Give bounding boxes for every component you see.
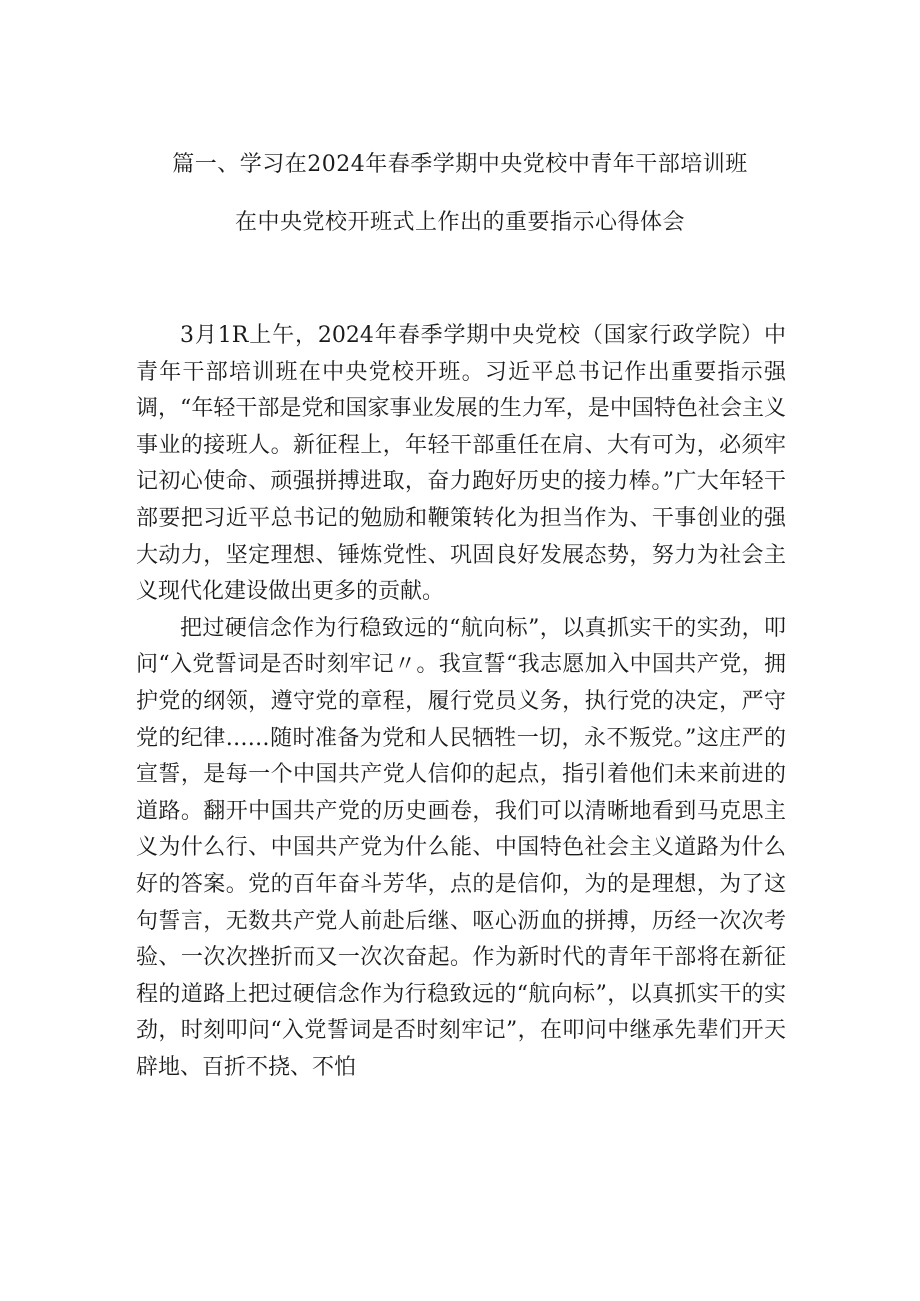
- document-title-line-1: 篇一、学习在2024年春季学期中央党校中青年干部培训班: [172, 152, 748, 177]
- document-body: [136, 318, 786, 1086]
- paragraph-1: 3月1R上午，2024年春季学期中央党校（国家行政学院）中青年干部培训班在中央党校开班。习近平总书记作出重要指示强调，“年轻干部是党和国家事业发展的生力军，是中国特色社会主义事业的接班人。新征程上，年轻干部重任在肩、大有可为，必须牢记初心使命、顽强拼搏进取，奋力跑好历史的接力棒。”广大年轻干部要把习近平总书记的勉励和鞭策转化为担当作为、干事创业的强大动力，坚定理想、锤炼党性、巩固良好发展态势，努力为社会主义现代化建设做出更多的贡献。: [136, 323, 786, 605]
- paragraph-2: 把过硬信念作为行稳致远的“航向标”，以真抓实干的实劲，叩问“入党誓词是否时刻牢记〃。我宣誓“我志愿加入中国共产党，拥护党的纲领，遵守党的章程，履行党员义务，执行党的决定，严守党的纪律……随时准备为党和人民牺牲一切，永不叛党。”这庄严的宣誓，是每一个中国共产党人信仰的起点，指引着他们未来前进的道路。翻开中国共产党的历史画卷，我们可以清晰地看到马克思主义为什么行、中国共产党为什么能、中国特色社会主义道路为什么好的答案。党的百年奋斗芳华，点的是信仰，为的是理想，为了这句誓言，无数共产党人前赴后继、呕心沥血的拼搏，历经一次次考验、一次次挫折而又一次次奋起。作为新时代的青年干部将在新征程的道路上把过硬信念作为行稳致远的“航向标”，以真抓实干的实劲，时刻叩问“入党誓词是否时刻牢记”，在叩问中继承先辈们开天辟地、百折不挠、不怕: [136, 615, 786, 1080]
- document-title-line-2: 在中央党校开班式上作出的重要指示心得体会: [234, 210, 685, 235]
